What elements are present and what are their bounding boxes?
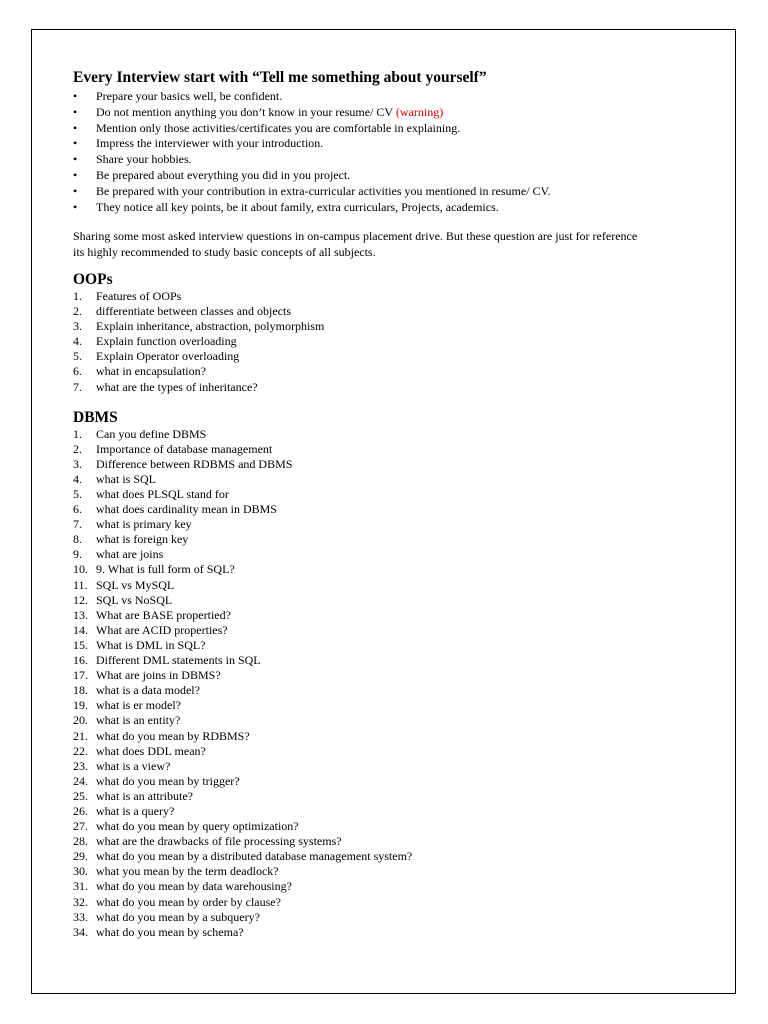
item-text: what is a query? [96,803,175,818]
oops-question-item [73,380,703,395]
intro-bullet-item [73,184,703,200]
bullet-text: They notice all key points, be it about family, extra curriculars, Projects, academics. [96,199,499,214]
dbms-question-item [73,532,703,547]
dbms-question-item [73,638,703,653]
bullet-text: Mention only those activities/certificates you are comfortable in explaining. [96,120,461,135]
item-number: 2. [73,304,82,319]
dbms-question-item [73,578,703,593]
item-number: 25. [73,788,88,803]
item-text: What is DML in SQL? [96,637,206,652]
item-text: SQL vs NoSQL [96,592,173,607]
item-text: what are joins [96,547,164,562]
item-number: 24. [73,773,88,788]
oops-question-item [73,319,703,334]
item-number: 2. [73,441,82,456]
item-text: What are joins in DBMS? [96,668,221,683]
item-text: what does cardinality mean in DBMS [96,502,277,517]
item-text: what do you mean by a distributed database management system? [96,849,413,864]
item-text: what do you mean by schema? [96,924,244,939]
item-number: 9. [73,547,82,562]
dbms-question-item [73,427,703,442]
dbms-question-item [73,472,703,487]
item-text: Importance of database management [96,441,273,456]
item-number: 11. [73,577,88,592]
dbms-question-item [73,849,703,864]
item-text: what does DDL mean? [96,743,206,758]
item-number: 29. [73,849,88,864]
item-number: 12. [73,592,88,607]
bullet-icon: • [73,120,78,135]
item-number: 23. [73,758,88,773]
item-text: what you mean by the term deadlock? [96,864,279,879]
item-text: what is a view? [96,758,171,773]
oops-heading: OOPs [73,270,113,288]
item-number: 10. [73,562,88,577]
item-number: 28. [73,834,88,849]
document-page [31,29,736,994]
item-text: Explain inheritance, abstraction, polymorphism [96,319,325,334]
item-number: 19. [73,698,88,713]
bullet-icon: • [73,136,78,151]
dbms-question-item [73,804,703,819]
dbms-question-item [73,759,703,774]
dbms-question-item [73,668,703,683]
bullet-icon: • [73,104,78,119]
oops-question-list [73,289,703,395]
dbms-question-item [73,879,703,894]
bullet-icon: • [73,89,78,103]
item-text: what do you mean by a subquery? [96,909,260,924]
item-number: 8. [73,532,82,547]
item-text: What are ACID properties? [96,622,228,637]
oops-question-item [73,364,703,379]
item-text: Difference between RDBMS and DBMS [96,456,293,471]
dbms-question-item [73,517,703,532]
item-text: 9. What is full form of SQL? [96,562,235,577]
dbms-question-item [73,608,703,623]
item-number: 18. [73,683,88,698]
item-text: what do you mean by trigger? [96,773,240,788]
item-text: what are the types of inheritance? [96,379,258,394]
oops-question-item [73,289,703,304]
item-text: Different DML statements in SQL [96,653,261,668]
item-text: Explain function overloading [96,334,237,349]
item-text: what do you mean by data warehousing? [96,879,292,894]
item-number: 15. [73,637,88,652]
item-text: what is an attribute? [96,788,193,803]
item-number: 6. [73,364,82,379]
bullet-text: Be prepared about everything you did in you project. [96,167,351,182]
dbms-question-item [73,789,703,804]
item-number: 1. [73,426,82,441]
intro-title: Every Interview start with “Tell me something about yourself” [73,69,487,86]
item-number: 3. [73,319,82,334]
item-number: 32. [73,894,88,909]
item-number: 22. [73,743,88,758]
bullet-text: Be prepared with your contribution in extra-curricular activities you mentioned in resume/ CV. [96,183,551,198]
item-number: 1. [73,288,82,303]
item-number: 34. [73,924,88,939]
dbms-question-item [73,623,703,638]
dbms-question-item [73,562,703,577]
item-number: 14. [73,622,88,637]
bullet-text: Impress the interviewer with your introduction. [96,136,324,151]
dbms-question-item [73,910,703,925]
bullet-text: Prepare your basics well, be confident. [96,89,283,103]
bullet-icon: • [73,183,78,198]
item-text: what is primary key [96,517,192,532]
intro-bullet-list [73,89,703,215]
dbms-question-item [73,487,703,502]
intro-bullet-item [73,105,703,121]
dbms-question-item [73,502,703,517]
item-number: 27. [73,819,88,834]
item-number: 7. [73,379,82,394]
item-number: 30. [73,864,88,879]
dbms-question-item [73,834,703,849]
item-number: 7. [73,517,82,532]
dbms-question-item [73,683,703,698]
item-text: what does PLSQL stand for [96,487,229,501]
item-number: 21. [73,728,88,743]
bullet-icon: • [73,167,78,182]
dbms-question-item [73,442,703,457]
dbms-question-item [73,653,703,668]
bullet-icon: • [73,199,78,214]
intro-paragraph [73,229,703,260]
intro-bullet-item [73,89,703,105]
item-text: Features of OOPs [96,288,182,303]
dbms-question-list [73,427,703,940]
item-text: what is a data model? [96,683,200,698]
intro-paragraph-line-1: Sharing some most asked interview questions in on-campus placement drive. But these question are just for reference [73,229,638,244]
intro-bullet-item [73,200,703,216]
item-number: 4. [73,334,82,349]
item-text: what is an entity? [96,713,181,728]
item-text: what are the drawbacks of file processing systems? [96,834,342,849]
item-number: 5. [73,487,82,501]
dbms-question-item [73,547,703,562]
dbms-question-item [73,774,703,789]
item-text: what in encapsulation? [96,364,206,379]
bullet-text: Do not mention anything you don’t know in your resume/ CV [96,104,396,119]
dbms-question-item [73,895,703,910]
item-text: differentiate between classes and objects [96,304,292,319]
item-number: 20. [73,713,88,728]
item-number: 3. [73,456,82,471]
dbms-question-item [73,729,703,744]
item-number: 6. [73,502,82,517]
dbms-question-item [73,713,703,728]
warning-note: (warning) [395,104,444,119]
item-text: what do you mean by query optimization? [96,819,299,834]
dbms-question-item [73,593,703,608]
dbms-question-item [73,457,703,472]
dbms-question-item [73,864,703,879]
bullet-text: Share your hobbies. [96,152,192,167]
oops-question-item [73,334,703,349]
item-text: SQL vs MySQL [96,577,175,592]
item-number: 17. [73,668,88,683]
item-number: 13. [73,607,88,622]
dbms-question-item [73,819,703,834]
intro-bullet-item [73,152,703,168]
item-number: 5. [73,349,82,364]
item-number: 31. [73,879,88,894]
dbms-heading: DBMS [73,408,118,426]
document-content [73,68,703,940]
item-number: 26. [73,803,88,818]
intro-bullet-item [73,168,703,184]
item-text: What are BASE propertied? [96,607,231,622]
item-number: 33. [73,909,88,924]
dbms-question-item [73,744,703,759]
intro-bullet-item [73,121,703,137]
intro-bullet-item [73,136,703,152]
dbms-question-item [73,925,703,940]
intro-paragraph-line-2: its highly recommended to study basic concepts of all subjects. [73,244,376,259]
item-text: Explain Operator overloading [96,349,240,364]
dbms-question-item [73,698,703,713]
oops-question-item [73,304,703,319]
item-text: Can you define DBMS [96,426,207,441]
oops-question-item [73,349,703,364]
item-number: 4. [73,471,82,486]
item-text: what do you mean by order by clause? [96,894,281,909]
item-text: what do you mean by RDBMS? [96,728,250,743]
item-text: what is SQL [96,471,156,486]
item-number: 16. [73,653,88,668]
item-text: what is er model? [96,698,181,713]
item-text: what is foreign key [96,532,189,547]
bullet-icon: • [73,152,78,167]
